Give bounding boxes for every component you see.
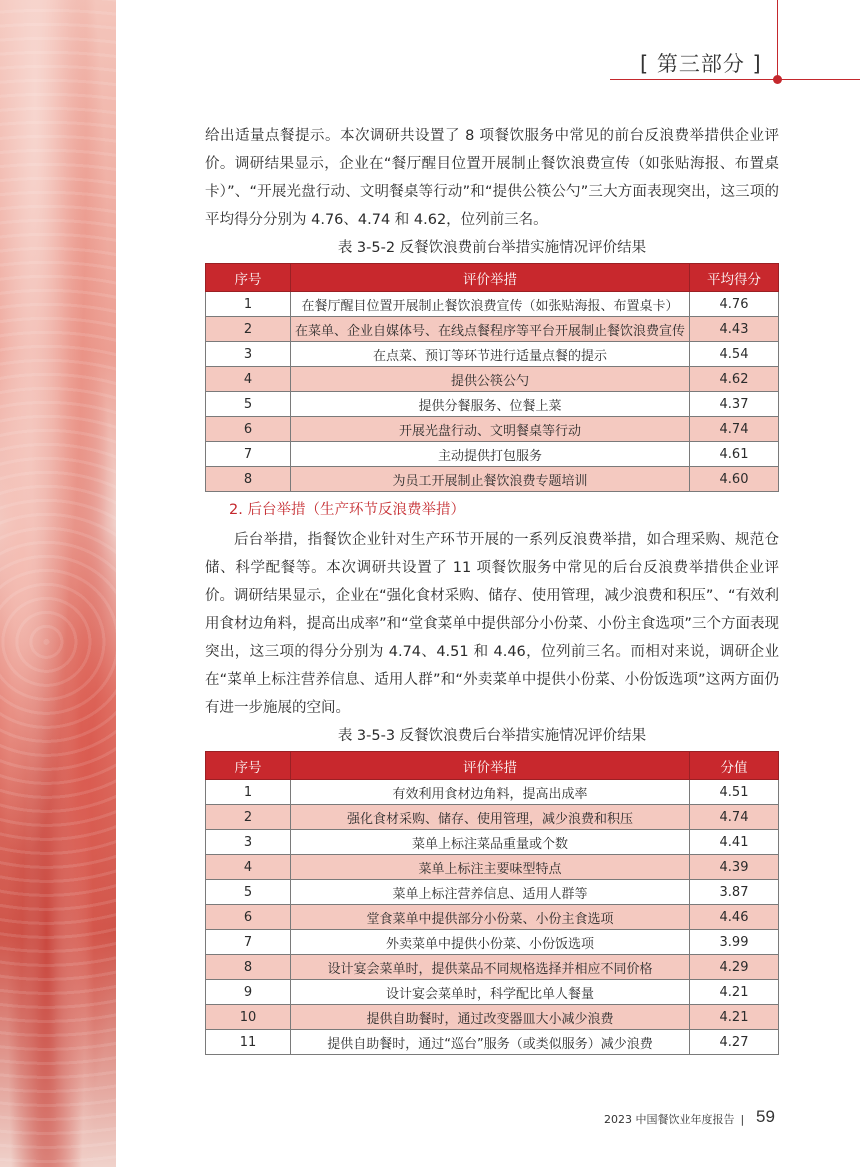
cell-measure: 为员工开展制止餐饮浪费专题培训 (291, 467, 690, 492)
intro-paragraph: 给出适量点餐提示。本次调研共设置了 8 项餐饮服务中常见的前台反浪费举措供企业评价。调研结果显示，企业在“餐厅醒目位置开展制止餐饮浪费宣传（如张贴海报、布置桌卡）”、“开展光盘行动、文明餐桌等行动”和“提供公筷公勺”三大方面表现突出，这三项的平均得分分别为 4.76、4.74 和 4.62，位列前三名。 (205, 128, 779, 228)
cell-index: 5 (206, 392, 291, 417)
cell-measure: 菜单上标注主要味型特点 (291, 855, 690, 880)
cell-score: 4.60 (690, 467, 779, 492)
cell-score: 4.43 (690, 317, 779, 342)
cell-score: 4.29 (690, 955, 779, 980)
cell-index: 1 (206, 780, 291, 805)
table-row (206, 780, 779, 805)
table-row (206, 392, 779, 417)
cell-measure: 设计宴会菜单时，科学配比单人餐量 (291, 980, 690, 1005)
table2-header-row (206, 752, 779, 780)
cell-index: 2 (206, 317, 291, 342)
paragraph-backend: 后台举措，指餐饮企业针对生产环节开展的一系列反浪费举措，如合理采购、规范仓储、科学配餐等。本次调研共设置了 11 项餐饮服务中常见的后台反浪费举措供企业评价。调研结果显示，企业在“强化食材采购、储存、使用管理，减少浪费和积压”、“有效利用食材边角料，提高出成率”和“堂食菜单中提供部分小份菜、小份主食选项”三个方面表现突出，这三项的得分分别为 4.74、4.51 和 4.46，位列前三名。而相对来说，调研企业在“菜单上标注营养信息、适用人群”和“外卖菜单中提供小份菜、小份饭选项”这两方面仍有进一步施展的空间。 (205, 532, 779, 716)
cell-index: 10 (206, 1005, 291, 1030)
section-title: [ 第三部分 ] (640, 52, 762, 76)
cell-measure: 主动提供打包服务 (291, 442, 690, 467)
table-row (206, 292, 779, 317)
cell-score: 4.76 (690, 292, 779, 317)
cell-index: 8 (206, 955, 291, 980)
footer-report-title (604, 1111, 750, 1127)
cell-score: 4.21 (690, 980, 779, 1005)
table1 (205, 263, 779, 492)
table1-header-measure: 评价举措 (291, 264, 690, 292)
cell-score: 4.39 (690, 855, 779, 880)
side-decorative-photo (0, 0, 116, 1167)
cell-score: 4.46 (690, 905, 779, 930)
cell-measure: 堂食菜单中提供部分小份菜、小份主食选项 (291, 905, 690, 930)
table1-header-index: 序号 (206, 264, 291, 292)
table-row (206, 855, 779, 880)
header-rule-vertical (777, 0, 778, 78)
table2-caption: 表 3-5-3 反餐饮浪费后台举措实施情况评价结果 (337, 728, 647, 744)
cell-index: 7 (206, 442, 291, 467)
cell-measure: 提供分餐服务、位餐上菜 (291, 392, 690, 417)
table1-header-row (206, 264, 779, 292)
cell-measure: 菜单上标注营养信息、适用人群等 (291, 880, 690, 905)
cell-score: 4.21 (690, 1005, 779, 1030)
cell-index: 5 (206, 880, 291, 905)
cell-index: 3 (206, 342, 291, 367)
table-row (206, 955, 779, 980)
cell-measure: 提供自助餐时，通过“巡台”服务（或类似服务）减少浪费 (291, 1030, 690, 1055)
cell-measure: 菜单上标注菜品重量或个数 (291, 830, 690, 855)
table-row (206, 980, 779, 1005)
cell-measure: 外卖菜单中提供小份菜、小份饭选项 (291, 930, 690, 955)
cell-index: 11 (206, 1030, 291, 1055)
cell-index: 3 (206, 830, 291, 855)
cell-measure: 提供公筷公勺 (291, 367, 690, 392)
table2-header-index: 序号 (206, 752, 291, 780)
cell-score: 4.74 (690, 417, 779, 442)
cell-score: 4.61 (690, 442, 779, 467)
table-row (206, 1030, 779, 1055)
cell-score: 4.74 (690, 805, 779, 830)
cell-score: 3.99 (690, 930, 779, 955)
cell-score: 4.62 (690, 367, 779, 392)
cell-index: 4 (206, 367, 291, 392)
cell-index: 4 (206, 855, 291, 880)
table-row (206, 342, 779, 367)
table-row (206, 880, 779, 905)
cell-score: 4.51 (690, 780, 779, 805)
table-row (206, 367, 779, 392)
cell-index: 8 (206, 467, 291, 492)
table-row (206, 1005, 779, 1030)
cell-index: 6 (206, 417, 291, 442)
table-row (206, 805, 779, 830)
table-row (206, 317, 779, 342)
page-number: 59 (756, 1107, 775, 1126)
cell-index: 7 (206, 930, 291, 955)
cell-measure: 设计宴会菜单时，提供菜品不同规格选择并相应不同价格 (291, 955, 690, 980)
table-row (206, 930, 779, 955)
table-row (206, 905, 779, 930)
cell-score: 3.87 (690, 880, 779, 905)
cell-measure: 有效利用食材边角料，提高出成率 (291, 780, 690, 805)
header-rule-dot (773, 75, 782, 84)
header-rule-horizontal (610, 79, 860, 80)
table-row (206, 417, 779, 442)
table-row (206, 830, 779, 855)
page-content (205, 122, 779, 1055)
cell-score: 4.27 (690, 1030, 779, 1055)
table2-header-score: 分值 (690, 752, 779, 780)
cell-score: 4.41 (690, 830, 779, 855)
cell-index: 9 (206, 980, 291, 1005)
cell-score: 4.54 (690, 342, 779, 367)
cell-score: 4.37 (690, 392, 779, 417)
table-row (206, 442, 779, 467)
cell-measure: 开展光盘行动、文明餐桌等行动 (291, 417, 690, 442)
cell-measure: 在点菜、预订等环节进行适量点餐的提示 (291, 342, 690, 367)
table2-header-measure: 评价举措 (291, 752, 690, 780)
cell-index: 2 (206, 805, 291, 830)
cell-measure: 提供自助餐时，通过改变器皿大小减少浪费 (291, 1005, 690, 1030)
cell-measure: 强化食材采购、储存、使用管理，减少浪费和积压 (291, 805, 690, 830)
footer-report: 2023 中国餐饮业年度报告 (604, 1113, 735, 1126)
footer-pipe: | (740, 1113, 745, 1126)
table2 (205, 751, 779, 1055)
cell-index: 1 (206, 292, 291, 317)
subheading-backend: 2. 后台举措（生产环节反浪费举措） (229, 502, 465, 518)
table-row (206, 467, 779, 492)
table1-header-score: 平均得分 (690, 264, 779, 292)
cell-measure: 在餐厅醒目位置开展制止餐饮浪费宣传（如张贴海报、布置桌卡） (291, 292, 690, 317)
cell-index: 6 (206, 905, 291, 930)
table1-caption: 表 3-5-2 反餐饮浪费前台举措实施情况评价结果 (337, 240, 647, 256)
cell-measure: 在菜单、企业自媒体号、在线点餐程序等平台开展制止餐饮浪费宣传 (291, 317, 690, 342)
